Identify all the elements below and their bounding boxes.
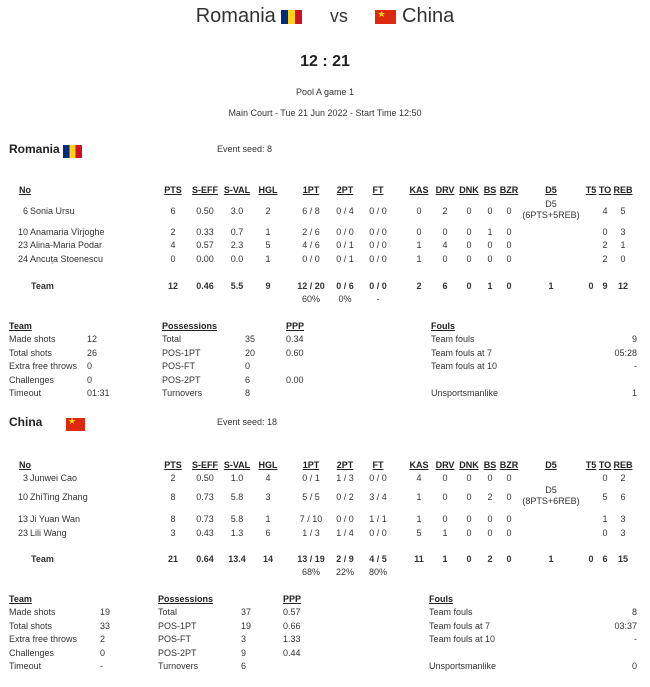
stat-cell: 0.0 — [230, 254, 244, 264]
romania-flag-icon — [63, 145, 82, 158]
stat-cell: 7 / 10 — [299, 514, 323, 524]
team-total-cell: 0 — [588, 281, 594, 291]
stat-cell: 0 — [487, 254, 493, 264]
team-stat-value: 2 — [100, 634, 106, 645]
stat-cell: 8 — [170, 514, 176, 524]
stat-cell: 5.8 — [230, 514, 244, 524]
stat-cell: 3 — [265, 492, 271, 502]
column-header[interactable]: S-EFF — [192, 185, 218, 195]
stat-cell: 0.00 — [196, 254, 214, 264]
stat-cell: 3 — [170, 528, 176, 538]
foul-label: Team fouls at 7 — [429, 620, 491, 631]
foul-label: Team fouls at 10 — [431, 361, 498, 372]
player-number: 6 — [22, 206, 28, 216]
possession-value: 19 — [241, 620, 252, 631]
stat-cell: 0 — [466, 254, 472, 264]
team-total-cell: 0.46 — [196, 281, 214, 291]
stat-cell: 0.50 — [196, 473, 214, 483]
possession-value: 0 — [245, 361, 251, 372]
stat-cell: 4 — [602, 206, 608, 216]
stat-cell: 0.73 — [196, 514, 214, 524]
team-stat-value: 19 — [100, 607, 111, 617]
foul-value: 1 — [631, 388, 637, 399]
column-header[interactable]: KAS — [409, 460, 429, 470]
player-name: Anamaria Vîrjoghe — [30, 227, 105, 237]
stat-cell: 0 — [602, 528, 608, 538]
team-total-cell: 0 — [588, 554, 594, 564]
stat-cell: 0 / 1 — [302, 473, 320, 483]
ppp-value: 0.66 — [283, 620, 301, 631]
possession-label: Total — [158, 607, 178, 617]
stat-cell: 0 — [442, 492, 448, 502]
possession-value: 3 — [241, 634, 247, 645]
team-total-cell: 0.64 — [196, 554, 214, 564]
stat-cell: 0.50 — [196, 206, 214, 216]
stat-cell: 3 — [620, 227, 626, 237]
player-number: 13 — [17, 514, 28, 524]
foul-value: 05:28 — [614, 347, 637, 358]
stat-cell: 6 — [265, 528, 271, 538]
event-seed: Event seed: 18 — [217, 417, 278, 427]
column-header[interactable]: PTS — [164, 460, 182, 470]
column-header[interactable]: DRV — [435, 185, 455, 195]
column-header[interactable]: DNK — [459, 460, 479, 470]
column-header[interactable]: S-VAL — [223, 185, 251, 195]
column-header[interactable]: D5 — [545, 460, 557, 470]
stat-cell: 0.33 — [196, 227, 214, 237]
stat-cell: 1 — [416, 254, 422, 264]
foul-label: Team fouls at 7 — [431, 347, 493, 358]
column-header[interactable]: BS — [483, 185, 497, 195]
player-number: 23 — [17, 240, 28, 250]
stat-cell: 0 / 0 — [369, 473, 387, 483]
column-header[interactable]: 1PT — [302, 185, 320, 195]
stat-cell: 4 — [170, 240, 176, 250]
column-header[interactable]: T5 — [585, 185, 597, 195]
stat-cell: 0 — [442, 514, 448, 524]
column-header[interactable]: BS — [483, 460, 497, 470]
stat-cell: 1 — [416, 492, 422, 502]
team-stat-value: 26 — [87, 347, 98, 358]
team-total-cell: 0 — [466, 281, 472, 291]
column-header[interactable]: PTS — [164, 185, 182, 195]
stat-cell: 1 — [416, 240, 422, 250]
ppp-value: 1.33 — [283, 634, 301, 645]
foul-label: Team fouls — [431, 334, 475, 344]
stat-cell: 1 — [442, 528, 448, 538]
event-seed: Event seed: 8 — [217, 144, 273, 154]
d5-award: D5 — [545, 485, 557, 495]
foul-value: 9 — [631, 334, 637, 344]
team-total-cell: 0 — [506, 281, 512, 291]
stat-cell: 0 / 1 — [336, 240, 354, 250]
player-name: Alina-Maria Podar — [30, 240, 103, 250]
foul-label: Team fouls — [429, 607, 473, 617]
stat-cell: 2 — [487, 492, 493, 502]
stat-cell: 4 / 6 — [302, 240, 320, 250]
stat-cell: 6 / 8 — [302, 206, 320, 216]
team-total-cell: 0 — [466, 554, 472, 564]
team-ft-pct: 80% — [368, 567, 387, 577]
team-stat-value: 33 — [100, 620, 111, 631]
stat-cell: 0 — [466, 473, 472, 483]
fouls-heading: Fouls — [431, 321, 455, 331]
team-total-cell: 21 — [167, 554, 178, 564]
stat-cell: 0 — [487, 473, 493, 483]
stat-cell: 0 — [602, 473, 608, 483]
player-name: Junwei Cao — [30, 473, 78, 483]
ppp-heading: PPP — [286, 321, 305, 331]
venue-info: Main Court - Tue 21 Jun 2022 - Start Time 12:50 — [228, 108, 422, 118]
stat-cell: 3 / 4 — [369, 492, 387, 502]
team-stat-value: 0 — [87, 361, 93, 372]
stat-cell: 0 / 0 — [369, 254, 387, 264]
team-stat-label: Extra free throws — [9, 634, 78, 645]
team-total-cell: 1 — [548, 554, 554, 564]
stat-cell: 1.3 — [230, 528, 244, 538]
possession-label: POS-FT — [162, 361, 195, 372]
stat-cell: 0.57 — [196, 240, 214, 250]
foul-value: 03:37 — [614, 620, 637, 631]
column-header[interactable]: HGL — [258, 185, 278, 195]
column-header[interactable]: KAS — [409, 185, 429, 195]
team-total-cell: 1 — [548, 281, 554, 291]
stat-cell: 0 — [487, 528, 493, 538]
column-header[interactable]: FT — [372, 185, 384, 195]
team-total-cell: 6 — [602, 554, 608, 564]
column-header[interactable]: REB — [613, 460, 633, 470]
team-total-cell: 1 — [442, 554, 448, 564]
team-stats-heading: Team — [9, 321, 32, 331]
team-total-cell: 13 / 19 — [297, 554, 325, 564]
home-team-name: Romania — [195, 5, 276, 28]
foul-label: Unsportsmanlike — [431, 388, 499, 399]
team-total-cell: 2 — [487, 554, 493, 564]
ppp-value: 0.60 — [286, 347, 304, 358]
team-stat-label: Challenges — [9, 647, 55, 658]
player-name: ZhiTing Zhang — [30, 492, 88, 502]
team-total-label: Team — [31, 554, 54, 564]
stat-cell: 0 — [506, 528, 512, 538]
stat-cell: 0 — [442, 254, 448, 264]
stat-cell: 4 — [416, 473, 422, 483]
stat-cell: 0 / 0 — [369, 227, 387, 237]
stat-cell: 0 — [466, 206, 472, 216]
team-total-cell: 0 / 0 — [369, 281, 387, 291]
stat-cell: 0 — [416, 206, 422, 216]
stat-cell: 0 — [487, 206, 493, 216]
stat-cell: 8 — [170, 492, 176, 502]
ppp-value: 0.34 — [286, 334, 304, 344]
team-stat-value: 0 — [100, 647, 106, 658]
stat-cell: 0.7 — [230, 227, 244, 237]
team-total-cell: 9 — [602, 281, 608, 291]
player-number: 10 — [17, 492, 28, 502]
player-name: Lili Wang — [30, 528, 67, 538]
team-total-cell: 9 — [265, 281, 271, 291]
team-stats-heading: Team — [9, 594, 32, 604]
column-header[interactable]: 1PT — [302, 460, 320, 470]
stat-cell: 1 — [265, 514, 271, 524]
stat-cell: 0 / 2 — [336, 492, 354, 502]
stat-cell: 2 / 6 — [302, 227, 320, 237]
stat-cell: 0 — [466, 240, 472, 250]
stat-cell: 6 — [170, 206, 176, 216]
stat-cell: 1 / 3 — [336, 473, 354, 483]
team-heading: China — [9, 415, 43, 429]
stat-cell: 0 — [506, 254, 512, 264]
final-score: 12 : 21 — [300, 53, 350, 70]
possession-label: Total — [162, 334, 182, 344]
stat-cell: 0 / 1 — [336, 254, 354, 264]
stat-cell: 0 / 0 — [369, 206, 387, 216]
team-stat-label: Made shots — [9, 607, 56, 617]
column-header[interactable]: 2PT — [336, 185, 354, 195]
team-total-cell: 5.5 — [230, 281, 244, 291]
team-stat-value: 0 — [87, 374, 93, 385]
foul-label: Unsportsmanlike — [429, 661, 497, 672]
possession-label: POS-1PT — [158, 620, 197, 631]
team-1pt-pct: 60% — [301, 294, 320, 304]
stat-cell: 2 — [620, 473, 626, 483]
stat-cell: 6 — [620, 492, 626, 502]
stat-cell: 0.43 — [196, 528, 214, 538]
team-total-cell: 15 — [617, 554, 628, 564]
team-1pt-pct: 68% — [301, 567, 320, 577]
stat-cell: 0 — [506, 240, 512, 250]
player-number: 10 — [17, 227, 28, 237]
team-total-cell: 1 — [487, 281, 493, 291]
vs-label: vs — [329, 6, 348, 27]
stat-cell: 2 — [602, 254, 608, 264]
column-header[interactable]: T5 — [585, 460, 597, 470]
d5-award: D5 — [545, 199, 557, 209]
column-header[interactable]: S-VAL — [223, 460, 251, 470]
team-stat-value: 12 — [87, 334, 98, 344]
team-heading: Romania — [9, 142, 60, 156]
possession-value: 37 — [241, 607, 252, 617]
stat-cell: 1 / 4 — [336, 528, 354, 538]
possession-value: 6 — [245, 374, 251, 385]
team-total-cell: 14 — [262, 554, 273, 564]
column-header[interactable]: No — [19, 185, 31, 195]
stat-cell: 1 — [602, 514, 608, 524]
stat-cell: 0 / 0 — [336, 514, 354, 524]
team-stat-label: Challenges — [9, 374, 55, 385]
china-flag-icon: ★ — [375, 10, 396, 24]
stat-cell: 0 / 0 — [369, 240, 387, 250]
stat-cell: 5 — [416, 528, 422, 538]
china-flag-icon: ★ — [66, 418, 85, 431]
player-number: 23 — [17, 528, 28, 538]
team-total-cell: 6 — [442, 281, 448, 291]
player-name: Ancuța Stoenescu — [30, 254, 104, 264]
stat-cell: 0 / 0 — [302, 254, 320, 264]
column-header[interactable]: BZR — [499, 460, 519, 470]
foul-value: - — [634, 361, 637, 372]
foul-value: - — [634, 634, 637, 645]
stat-cell: 4 — [265, 473, 271, 483]
team-total-cell: 12 — [617, 281, 628, 291]
stat-cell: 3.0 — [230, 206, 244, 216]
stat-cell: 5.8 — [230, 492, 244, 502]
stat-cell: 1 / 1 — [369, 514, 387, 524]
team-stat-label: Total shots — [9, 347, 53, 358]
foul-value: 0 — [631, 661, 637, 672]
stat-cell: 0.73 — [196, 492, 214, 502]
stat-cell: 0 — [487, 514, 493, 524]
stat-cell: 0 — [466, 514, 472, 524]
team-stat-value: - — [100, 661, 103, 672]
romania-flag-icon — [281, 10, 302, 24]
stat-cell: 1 — [265, 227, 271, 237]
stat-cell: 0 — [506, 206, 512, 216]
team-total-cell: 2 — [416, 281, 422, 291]
ppp-value: 0.57 — [283, 607, 301, 617]
column-header[interactable]: TO — [598, 185, 612, 195]
team-ft-pct: - — [376, 294, 380, 304]
stat-cell: 0 — [620, 254, 626, 264]
stat-cell: 5 — [602, 492, 608, 502]
stat-cell: 1 — [620, 240, 626, 250]
stat-cell: 5 — [620, 206, 626, 216]
stat-cell: 0 — [506, 492, 512, 502]
possession-label: Turnovers — [158, 661, 199, 672]
stat-cell: 2 — [170, 473, 176, 483]
stat-cell: 4 — [442, 240, 448, 250]
stat-cell: 0 — [487, 240, 493, 250]
d5-detail: (6PTS+5REB) — [522, 210, 580, 220]
stat-cell: 0 — [416, 227, 422, 237]
possession-value: 6 — [241, 661, 247, 672]
player-number: 3 — [22, 473, 28, 483]
stat-cell: 3 — [620, 528, 626, 538]
team-total-cell: 13.4 — [228, 554, 246, 564]
column-header[interactable]: FT — [372, 460, 384, 470]
stat-cell: 2 — [602, 240, 608, 250]
team-2pt-pct: 0% — [338, 294, 352, 304]
stat-cell: 0 — [506, 227, 512, 237]
stat-cell: 0 — [466, 227, 472, 237]
stat-cell: 0 / 4 — [336, 206, 354, 216]
possessions-heading: Possessions — [162, 321, 218, 331]
foul-value: 8 — [631, 607, 637, 617]
foul-label: Team fouls at 10 — [429, 634, 496, 645]
column-header[interactable]: D5 — [545, 185, 557, 195]
possession-value: 8 — [245, 388, 251, 399]
team-stat-label: Extra free throws — [9, 361, 78, 372]
column-header[interactable]: 2PT — [336, 460, 354, 470]
player-number: 24 — [17, 254, 28, 264]
pool-info: Pool A game 1 — [295, 87, 355, 97]
stat-cell: 5 — [265, 240, 271, 250]
stat-cell: 0 — [506, 473, 512, 483]
stat-cell: 0 / 0 — [369, 528, 387, 538]
fouls-heading: Fouls — [429, 594, 453, 604]
team-total-cell: 11 — [414, 554, 424, 564]
team-total-cell: 12 — [167, 281, 178, 291]
stat-cell: 0 — [466, 492, 472, 502]
possession-label: POS-2PT — [162, 374, 201, 385]
team-stat-value: 01:31 — [87, 388, 110, 399]
stat-cell: 5 / 5 — [302, 492, 320, 502]
column-header[interactable]: No — [19, 460, 31, 470]
column-header[interactable]: DNK — [459, 185, 479, 195]
stat-cell: 1 / 3 — [302, 528, 320, 538]
stat-cell: 1 — [487, 227, 493, 237]
away-team-name: China — [402, 5, 455, 28]
possession-value: 35 — [245, 334, 256, 344]
stat-cell: 0 — [506, 514, 512, 524]
ppp-heading: PPP — [283, 594, 302, 604]
stat-cell: 0 / 0 — [336, 227, 354, 237]
team-stat-label: Total shots — [9, 620, 53, 631]
possession-label: POS-FT — [158, 634, 191, 645]
player-name: Sonia Ursu — [30, 206, 75, 216]
stat-cell: 3 — [620, 514, 626, 524]
team-total-cell: 2 / 9 — [336, 554, 354, 564]
stat-cell: 0 — [170, 254, 176, 264]
possession-value: 20 — [245, 347, 256, 358]
possession-label: Turnovers — [162, 388, 203, 399]
possession-label: POS-2PT — [158, 647, 197, 658]
team-total-cell: 4 / 5 — [369, 554, 387, 564]
stat-cell: 1.0 — [230, 473, 244, 483]
team-total-cell: 0 — [506, 554, 512, 564]
ppp-value: 0.00 — [286, 374, 304, 385]
team-total-cell: 0 / 6 — [336, 281, 354, 291]
column-header[interactable]: BZR — [499, 185, 519, 195]
stat-cell: 2.3 — [230, 240, 244, 250]
column-header[interactable]: S-EFF — [192, 460, 218, 470]
stat-cell: 2 — [170, 227, 176, 237]
ppp-value: 0.44 — [283, 647, 301, 658]
possession-value: 9 — [241, 647, 247, 658]
team-2pt-pct: 22% — [335, 567, 354, 577]
stat-cell: 1 — [265, 254, 271, 264]
column-header[interactable]: REB — [613, 185, 633, 195]
stat-cell: 0 — [442, 227, 448, 237]
column-header[interactable]: DRV — [435, 460, 455, 470]
stat-cell: 1 — [416, 514, 422, 524]
team-total-cell: 12 / 20 — [297, 281, 325, 291]
team-total-label: Team — [31, 281, 54, 291]
possession-label: POS-1PT — [162, 347, 201, 358]
d5-detail: (8PTS+6REB) — [522, 496, 580, 506]
match-title — [0, 5, 650, 28]
possessions-heading: Possessions — [158, 594, 214, 604]
stat-cell: 2 — [265, 206, 271, 216]
stat-cell: 2 — [442, 206, 448, 216]
team-stat-label: Timeout — [9, 661, 42, 672]
team-stat-label: Timeout — [9, 388, 42, 399]
team-stat-label: Made shots — [9, 334, 56, 344]
stat-cell: 0 — [602, 227, 608, 237]
stat-cell: 0 — [466, 528, 472, 538]
stat-cell: 0 — [442, 473, 448, 483]
column-header[interactable]: TO — [598, 460, 612, 470]
player-name: Ji Yuan Wan — [30, 514, 81, 524]
column-header[interactable]: HGL — [258, 460, 278, 470]
